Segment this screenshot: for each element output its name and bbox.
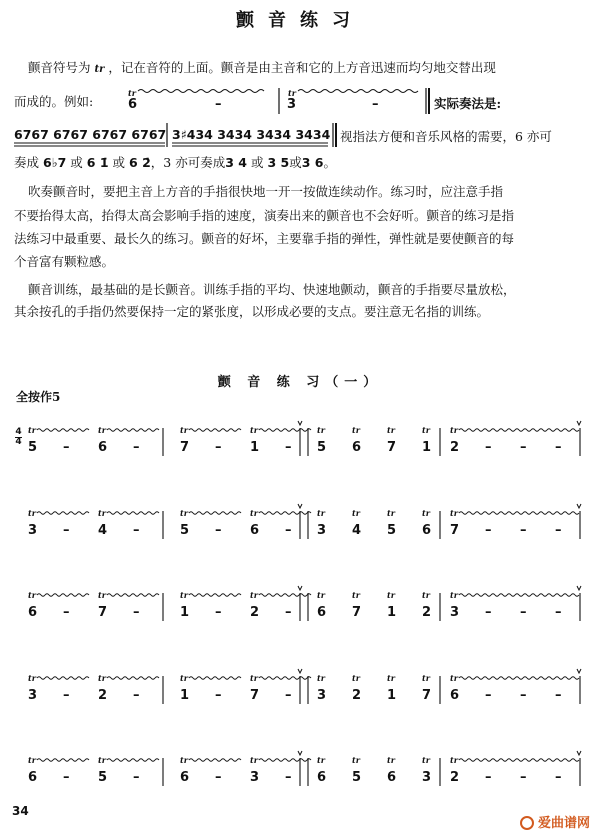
note-7: 7 xyxy=(450,523,460,538)
note-dash: – xyxy=(285,523,292,538)
trill-mark: tr xyxy=(250,673,258,683)
note-5: 5 xyxy=(317,440,327,455)
example-tr-1: tr xyxy=(128,88,136,98)
paragraph-1-line-4: 个音富有颗粒感。 xyxy=(14,254,115,269)
trill-wave xyxy=(189,429,241,432)
trill-mark: tr xyxy=(450,508,458,518)
breath-mark xyxy=(298,421,302,425)
trill-mark: tr xyxy=(387,673,395,683)
actual-6767: 6767 6767 6767 6767 xyxy=(14,127,167,142)
note-1: 1 xyxy=(422,440,432,455)
trill-mark: tr xyxy=(450,673,458,683)
note-7: 7 xyxy=(250,688,260,703)
note-5: 5 xyxy=(98,770,108,785)
intro-line-2: 而成的。例如: xyxy=(14,94,94,109)
note-dash: – xyxy=(215,523,222,538)
or-3: 或 xyxy=(250,155,264,170)
note-5: 5 xyxy=(180,523,190,538)
note-6: 6 xyxy=(28,605,38,620)
note-dash: – xyxy=(63,770,70,785)
trill-mark: tr xyxy=(180,755,188,765)
breath-mark xyxy=(298,751,302,755)
note-dash: – xyxy=(133,688,140,703)
note-2: 2 xyxy=(450,440,460,455)
note-3: 3 xyxy=(317,688,327,703)
note-dash: – xyxy=(285,688,292,703)
note-7: 7 xyxy=(352,605,362,620)
note-2: 2 xyxy=(450,770,460,785)
time-sig-bottom: 4 xyxy=(15,437,22,447)
trill-mark: tr xyxy=(28,755,36,765)
note-dash: – xyxy=(555,770,562,785)
trill-mark: tr xyxy=(317,590,325,600)
trill-mark: tr xyxy=(317,673,325,683)
note-3: 3 xyxy=(250,770,260,785)
watermark xyxy=(520,812,590,831)
note-dash: – xyxy=(555,523,562,538)
trill-mark: tr xyxy=(28,590,36,600)
trill-mark: tr xyxy=(352,673,360,683)
intro-line-1a: 颤音符号为 xyxy=(28,60,91,75)
trill-mark: tr xyxy=(387,425,395,435)
note-dash: – xyxy=(133,605,140,620)
trill-wave xyxy=(189,594,241,597)
actual-label: 实际奏法是: xyxy=(434,96,502,111)
period: 。 xyxy=(323,155,336,170)
intro-line-1b: ，记在音符的上面。颤音是由主音和它的上方音迅速而均匀地交替出现 xyxy=(108,60,496,75)
trill-wave xyxy=(37,677,89,680)
trill-wave xyxy=(459,512,579,515)
trill-wave xyxy=(37,594,89,597)
note-dash: – xyxy=(215,605,222,620)
note-2: 2 xyxy=(98,688,108,703)
trill-mark: tr xyxy=(317,755,325,765)
note-dash: – xyxy=(285,770,292,785)
breath-mark xyxy=(577,586,581,590)
trill-wave xyxy=(37,759,89,762)
trill-mark: tr xyxy=(422,590,430,600)
note-3: 3 xyxy=(28,688,38,703)
trill-wave xyxy=(459,429,579,432)
trill-wave xyxy=(107,512,159,515)
alt-1: 6♭7 xyxy=(43,155,67,170)
note-6: 6 xyxy=(352,440,362,455)
note-6: 6 xyxy=(250,523,260,538)
example-dash-2: – xyxy=(372,97,379,112)
note-4: 4 xyxy=(98,523,108,538)
note-7: 7 xyxy=(387,440,397,455)
breath-mark xyxy=(577,751,581,755)
note-dash: – xyxy=(215,688,222,703)
or-1: 或 xyxy=(70,155,83,170)
breath-mark xyxy=(577,504,581,508)
note-dash: – xyxy=(520,605,527,620)
trill-wave xyxy=(107,677,159,680)
note-1: 1 xyxy=(180,688,190,703)
note-6: 6 xyxy=(98,440,108,455)
trill-mark: tr xyxy=(387,508,395,518)
paragraph-2-line-2: 其余按孔的手指仍然要保持一定的紧张度，以形成必要的支点。要注意无名指的训练。 xyxy=(14,304,490,319)
note-dash: – xyxy=(485,523,492,538)
trill-mark: tr xyxy=(450,755,458,765)
note-6: 6 xyxy=(422,523,432,538)
trill-mark: tr xyxy=(98,673,106,683)
trill-mark: tr xyxy=(250,755,258,765)
page-title: 颤音练习 xyxy=(236,10,364,31)
trill-mark: tr xyxy=(317,508,325,518)
note-dash: – xyxy=(63,605,70,620)
trill-mark: tr xyxy=(352,508,360,518)
line4b: ，3 亦可奏成 xyxy=(150,155,226,170)
note-dash: – xyxy=(285,605,292,620)
trill-wave xyxy=(189,512,241,515)
trill-mark: tr xyxy=(450,425,458,435)
example-tr-2: tr xyxy=(288,88,296,98)
alt-5: 3 5 xyxy=(267,155,290,170)
trill-wave xyxy=(259,594,311,597)
trill-mark: tr xyxy=(450,590,458,600)
note-6: 6 xyxy=(28,770,38,785)
breath-mark xyxy=(298,669,302,673)
trill-mark: tr xyxy=(250,508,258,518)
note-5: 5 xyxy=(352,770,362,785)
watermark-logo-icon xyxy=(520,816,534,830)
paragraph-1-line-3: 法练习中最重要、最长久的练习。颤音的好坏，主要靠手指的弹性，弹性就是要使颤音的每 xyxy=(14,231,515,246)
trill-mark: tr xyxy=(352,425,360,435)
note-1: 1 xyxy=(387,688,397,703)
note-6: 6 xyxy=(317,770,327,785)
trill-wave xyxy=(459,759,579,762)
note-dash: – xyxy=(520,523,527,538)
note-dash: – xyxy=(555,605,562,620)
trill-mark: tr xyxy=(387,755,395,765)
note-dash: – xyxy=(555,440,562,455)
note-4: 4 xyxy=(352,523,362,538)
trill-mark: tr xyxy=(180,508,188,518)
alt-6: 3 6 xyxy=(301,155,324,170)
trill-mark: tr xyxy=(352,755,360,765)
alt-4: 3 4 xyxy=(225,155,247,170)
trill-wave xyxy=(259,429,311,432)
actual-3434: 3♯434 3434 3434 3434 xyxy=(172,127,331,142)
note-3: 3 xyxy=(28,523,38,538)
trill-wave xyxy=(37,512,89,515)
trill-mark: tr xyxy=(98,590,106,600)
note-dash: – xyxy=(485,688,492,703)
note-dash: – xyxy=(520,770,527,785)
trill-wave xyxy=(189,677,241,680)
example-dash-1: – xyxy=(215,97,222,112)
alt-2: 6 1̇ xyxy=(86,155,109,170)
or-2: 或 xyxy=(112,155,126,170)
trill-wave xyxy=(107,759,159,762)
note-6: 6 xyxy=(450,688,460,703)
trill-mark: tr xyxy=(250,425,258,435)
example-note-2: 3 xyxy=(287,97,297,112)
note-dash: – xyxy=(285,440,292,455)
note-dash: – xyxy=(63,523,70,538)
example-note-1: 6 xyxy=(128,97,138,112)
tr-symbol: tr xyxy=(94,64,105,75)
breath-mark xyxy=(577,669,581,673)
note-7: 7 xyxy=(180,440,190,455)
trill-mark: tr xyxy=(98,425,106,435)
note-7: 7 xyxy=(98,605,108,620)
trill-wave xyxy=(189,759,241,762)
note-dash: – xyxy=(485,440,492,455)
trill-mark: tr xyxy=(98,755,106,765)
note-dash: – xyxy=(520,688,527,703)
note-3: 3 xyxy=(450,605,460,620)
trill-mark: tr xyxy=(422,425,430,435)
line4a: 奏成 xyxy=(14,155,40,170)
page-number: 34 xyxy=(12,804,29,818)
note-3: 3 xyxy=(422,770,432,785)
trill-wave xyxy=(259,677,311,680)
note-2: 2 xyxy=(422,605,432,620)
trill-mark: tr xyxy=(28,508,36,518)
trill-mark: tr xyxy=(317,425,325,435)
breath-mark xyxy=(298,504,302,508)
time-sig-top: 4 xyxy=(15,427,22,437)
paragraph-1-line-1: 吹奏颤音时，要把主音上方音的手指很快地一开一按做连续动作。练习时，应注意手指 xyxy=(28,184,504,199)
trill-mark: tr xyxy=(180,425,188,435)
note-7: 7 xyxy=(422,688,432,703)
trill-mark: tr xyxy=(180,673,188,683)
note-1: 1 xyxy=(250,440,260,455)
watermark-text: 爱曲谱网 xyxy=(537,816,590,831)
breath-mark xyxy=(577,421,581,425)
note-dash: – xyxy=(133,770,140,785)
alt-3: 6 2̇ xyxy=(129,155,151,170)
note-dash: – xyxy=(485,605,492,620)
breath-mark xyxy=(298,586,302,590)
trill-mark: tr xyxy=(387,590,395,600)
trill-mark: tr xyxy=(98,508,106,518)
trill-wave xyxy=(459,677,579,680)
trill-wave xyxy=(459,594,579,597)
note-6: 6 xyxy=(180,770,190,785)
trill-mark: tr xyxy=(28,425,36,435)
note-1: 1 xyxy=(180,605,190,620)
note-5: 5 xyxy=(387,523,397,538)
trill-wave xyxy=(259,512,311,515)
note-dash: – xyxy=(485,770,492,785)
note-3: 3 xyxy=(317,523,327,538)
note-dash: – xyxy=(133,523,140,538)
paragraph-2-line-1: 颤音训练，最基础的是长颤音。训练手指的平均、快速地颤动，颤音的手指要尽量放松， xyxy=(28,282,516,297)
note-dash: – xyxy=(555,688,562,703)
note-dash: – xyxy=(133,440,140,455)
trill-wave xyxy=(37,429,89,432)
trill-mark: tr xyxy=(180,590,188,600)
trill-wave xyxy=(107,429,159,432)
trill-mark: tr xyxy=(422,673,430,683)
note-dash: – xyxy=(520,440,527,455)
trill-wave xyxy=(259,759,311,762)
trill-mark: tr xyxy=(28,673,36,683)
note-5: 5 xyxy=(28,440,38,455)
trill-mark: tr xyxy=(352,590,360,600)
paragraph-1-line-2: 不要抬得太高，抬得太高会影响手指的速度，演奏出来的颤音也不会好听。颤音的练习是指 xyxy=(14,208,515,223)
note-dash: – xyxy=(215,440,222,455)
note-1: 1 xyxy=(387,605,397,620)
or-4: 或 xyxy=(289,155,302,170)
note-dash: – xyxy=(63,688,70,703)
fingering-note: 全按作5 xyxy=(16,390,61,404)
exercise-subtitle: 颤 音 练 习（一） xyxy=(217,375,383,390)
note-2: 2 xyxy=(352,688,362,703)
trill-wave xyxy=(107,594,159,597)
trill-mark: tr xyxy=(422,755,430,765)
note-6: 6 xyxy=(317,605,327,620)
trill-mark: tr xyxy=(422,508,430,518)
note-dash: – xyxy=(63,440,70,455)
note-dash: – xyxy=(215,770,222,785)
trill-mark: tr xyxy=(250,590,258,600)
note-2: 2 xyxy=(250,605,260,620)
note-6: 6 xyxy=(387,770,397,785)
actual-note: 视指法方便和音乐风格的需要，6 亦可 xyxy=(340,129,552,144)
